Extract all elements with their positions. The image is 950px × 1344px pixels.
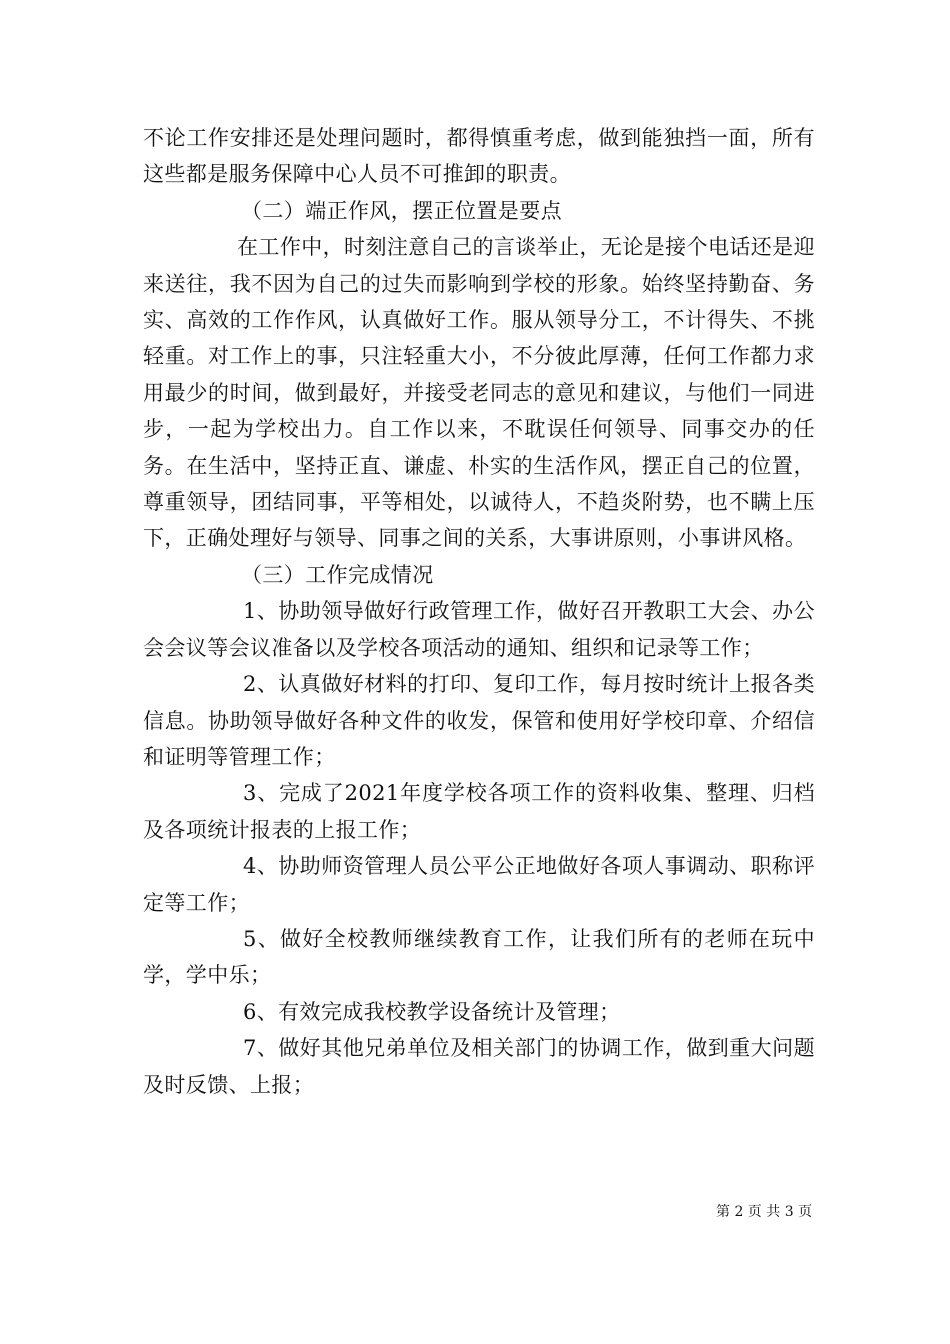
document-body [143,120,815,1103]
list-item: 2、认真做好材料的打印、复印工作，每月按时统计上报各类信息。协助领导做好各种文件的收发，保管和使用好学校印章、介绍信和证明等管理工作； [143,672,815,769]
paragraph-continuation: 不论工作安排还是处理问题时，都得慎重考虑，做到能独挡一面，所有这些都是服务保障中心人员不可推卸的职责。 [143,126,815,187]
list-item: 5、做好全校教师继续教育工作，让我们所有的老师在玩中学，学中乐； [143,926,815,988]
list-item: 3、完成了2021年度学校各项工作的资料收集、整理、归档及各项统计报表的上报工作； [143,781,815,842]
list-item: 7、做好其他兄弟单位及相关部门的协调工作，做到重大问题及时反馈、上报； [143,1036,815,1097]
list-item: 4、协助师资管理人员公平公正地做好各项人事调动、职称评定等工作； [143,854,815,915]
paragraph-work-style: 在工作中，时刻注意自己的言谈举止，无论是接个电话还是迎来送往，我不因为自己的过失而影响到学校的形象。始终坚持勤奋、务实、高效的工作作风，认真做好工作。服从领导分工，不计得失、不挑轻重。对工作上的事，只注轻重大小，不分彼此厚薄，任何工作都力求用最少的时间，做到最好，并接受老同志的意见和建议，与他们一同进步，一起为学校出力。自工作以来，不耽误任何领导、同事交办的任务。在生活中，坚持正直、谦虚、朴实的生活作风，摆正自己的位置，尊重领导，团结同事，平等相处，以诚待人，不趋炎附势，也不瞒上压下，正确处理好与领导、同事之间的关系，大事讲原则，小事讲风格。 [143,235,815,551]
section-heading-3: （三）工作完成情况 [241,562,434,587]
list-item: 1、协助领导做好行政管理工作，做好召开教职工大会、办公会会议等会议准备以及学校各项活动的通知、组织和记录等工作； [143,599,815,660]
list-item: 6、有效完成我校教学设备统计及管理； [243,999,621,1024]
page-number: 第 2 页 共 3 页 [716,1204,813,1220]
section-heading-2: （二）端正作风，摆正位置是要点 [241,198,562,223]
